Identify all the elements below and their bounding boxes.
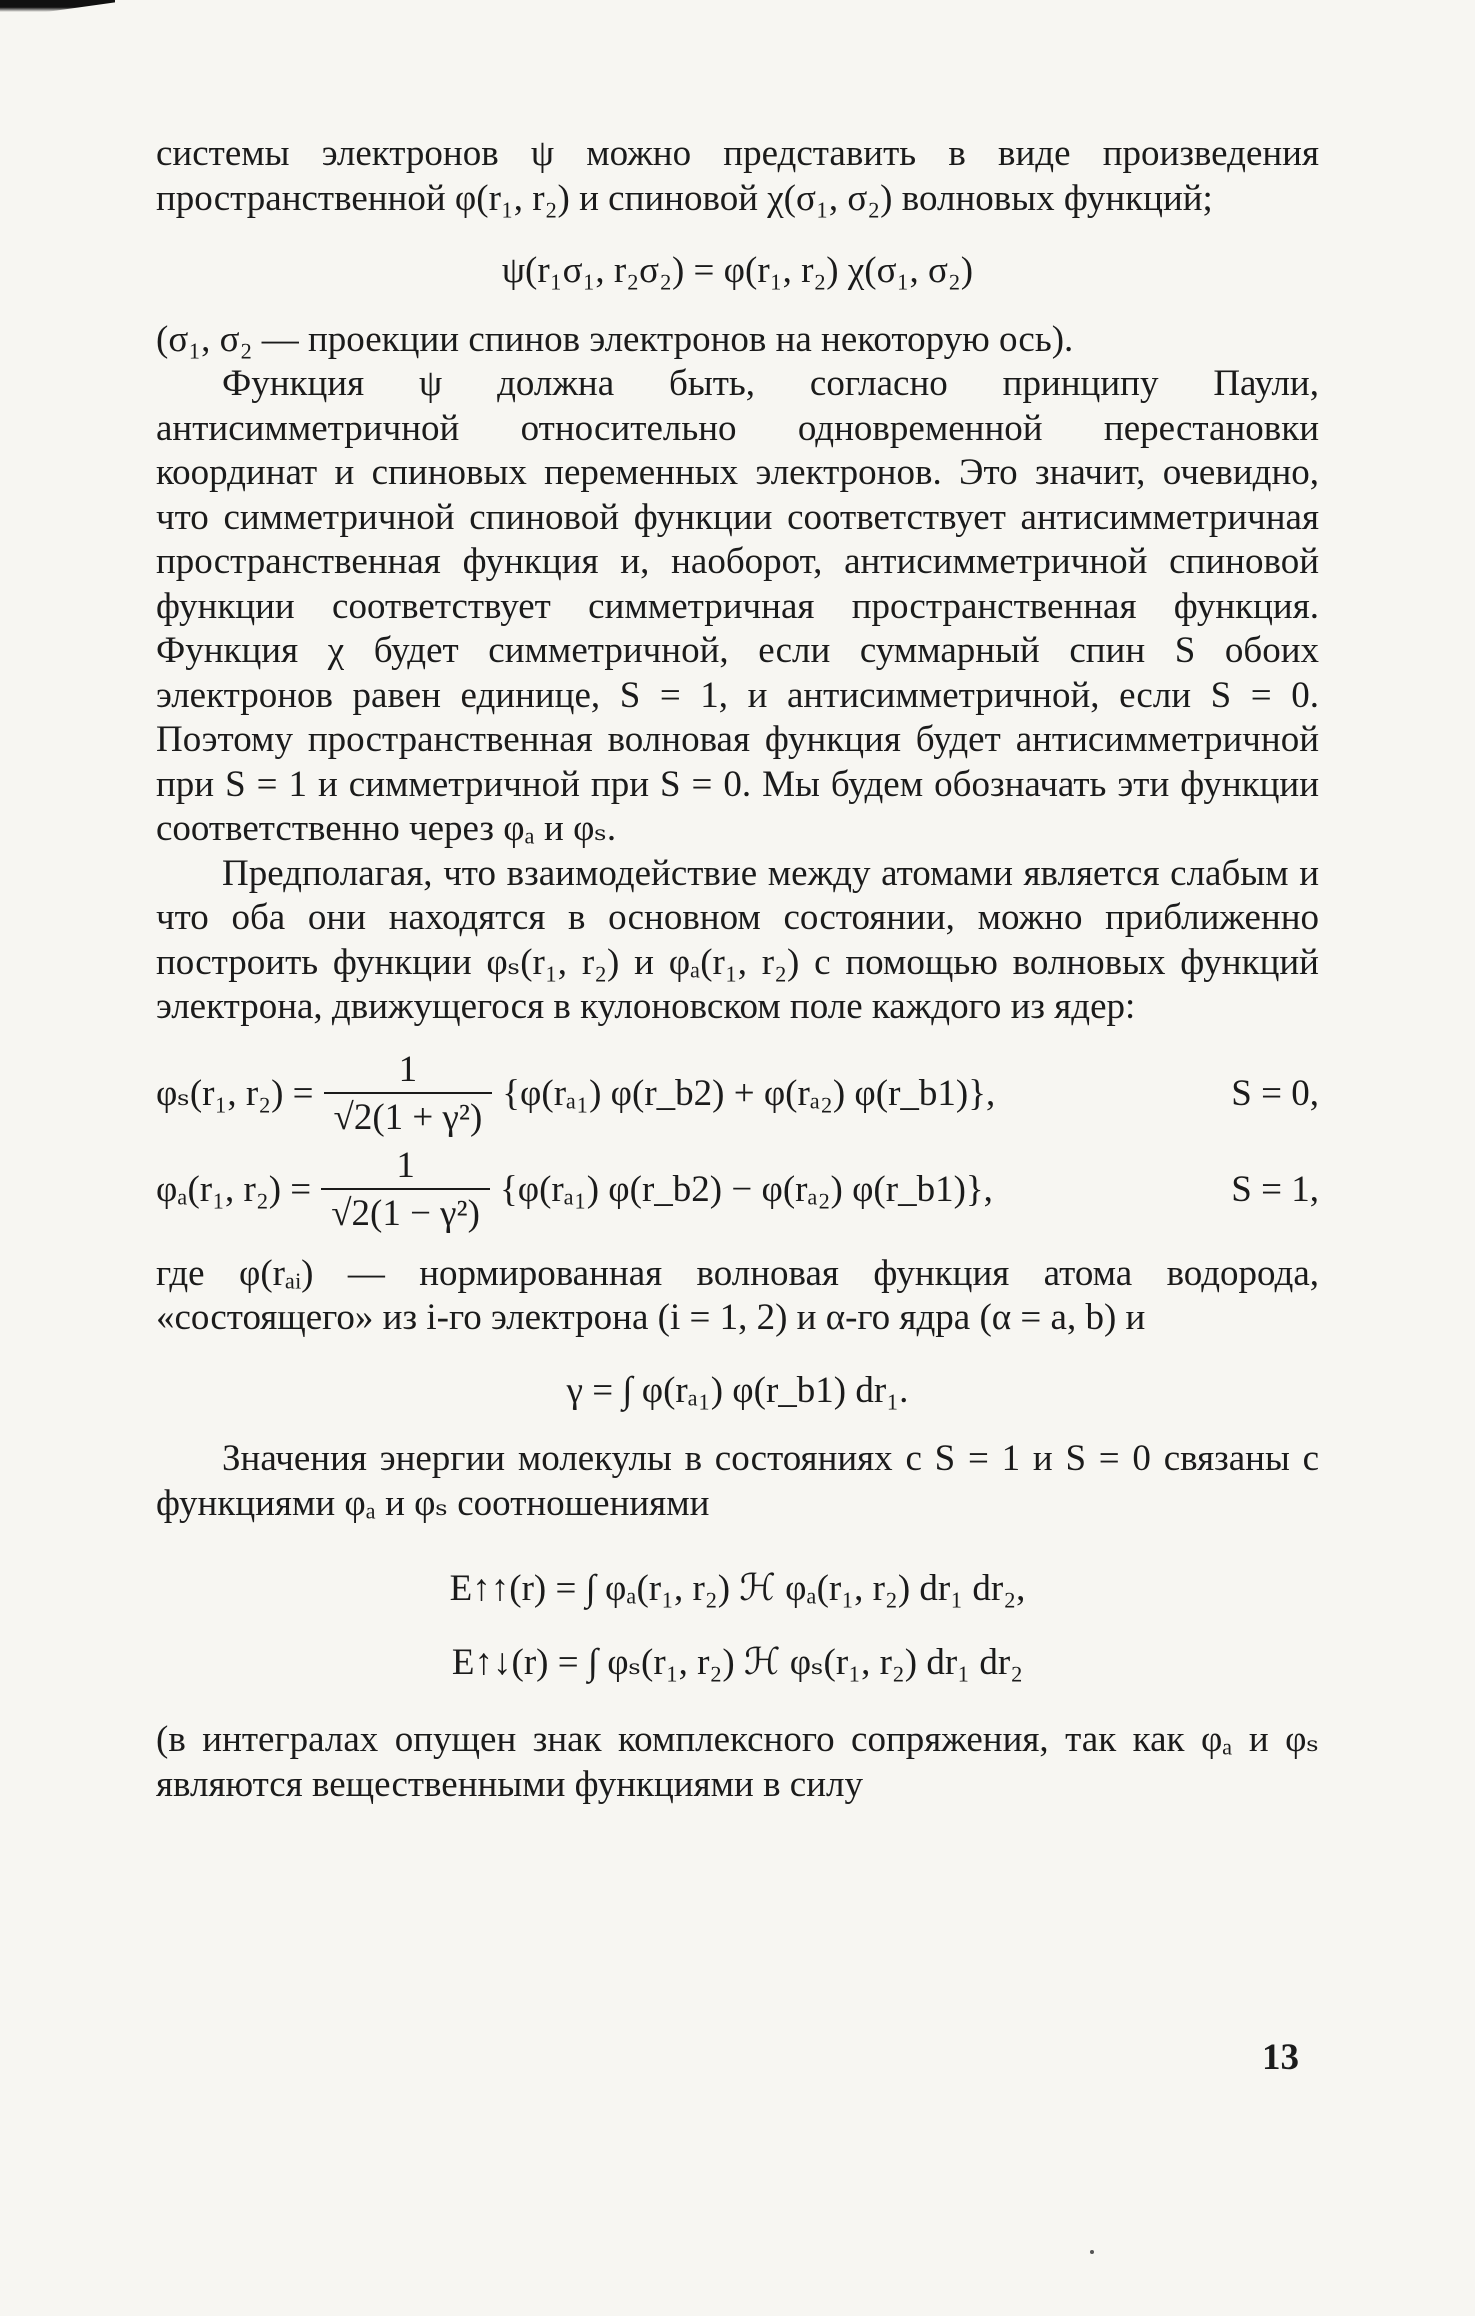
equation-phi-a-condition: S = 1, xyxy=(1231,1168,1319,1210)
equation-phi-s xyxy=(156,1048,1319,1140)
paragraph-7: (в интегралах опущен знак комплексного сопряжения, так как φₐ и φₛ являются вещественными функциями в силу xyxy=(156,1719,1319,1805)
page-number: 13 xyxy=(1262,2037,1299,2078)
equation-phi-a-numerator: 1 xyxy=(396,1144,415,1186)
equation-phi-s-lhs: φₛ(r₁, r₂) = xyxy=(156,1072,314,1114)
equation-phi-s-rhs: {φ(rₐ₁) φ(r_b2) + φ(rₐ₂) φ(r_b1)}, xyxy=(502,1072,996,1114)
scan-corner-mark xyxy=(0,0,115,12)
paragraph-1: системы электронов ψ можно представить в виде произведения пространственной φ(r₁, r₂) и спиновой χ(σ₁, σ₂) волновых функций; xyxy=(156,133,1319,219)
equation-phi-a-fraction xyxy=(321,1144,490,1236)
equation-phi-s-fraction xyxy=(324,1048,493,1140)
equation-phi-a-lhs: φₐ(r₁, r₂) = xyxy=(156,1168,312,1210)
equation-phi-s-denominator: √2(1 + γ²) xyxy=(324,1092,493,1140)
equation-phi-s-numerator: 1 xyxy=(398,1048,418,1090)
page-body xyxy=(156,132,1319,1807)
paragraph-4: Предполагая, что взаимодействие между атомами является слабым и что оба они находятся в основном состоянии, можно приближенно построить функции φₛ(r₁, r₂) и φₐ(r₁, r₂) с помощью волновых функций электрона, движущегося в кулоновском поле каждого из ядер: xyxy=(156,852,1319,1027)
equation-overlap-integral: γ = ∫ φ(rₐ₁) φ(r_b1) dr₁. xyxy=(566,1369,909,1411)
scan-speck xyxy=(1090,2250,1094,2254)
paragraph-3: Функция ψ должна быть, согласно принципу Паули, антисимметричной относительно одновременной перестановки координат и спиновых переменных электронов. Это значит, очевидно, что симметричной спиновой функции соответствует антисимметричная пространственная функция и, наоборот, антисимметричной спиновой функции соответствует симметричная пространственная функция. Функция χ будет симметричной, если суммарный спин S обоих электронов равен единице, S = 1, и антисимметричной, если S = 0. Поэтому пространственная волновая функция будет антисимметричной при S = 1 и симметричной при S = 0. Мы будем обозначать эти функции соответственно через φₐ и φₛ. xyxy=(156,363,1319,849)
equation-block-phi xyxy=(156,1048,1319,1236)
equation-phi-a-denominator: √2(1 − γ²) xyxy=(321,1188,490,1236)
equation-wavefunction-product: ψ(r₁σ₁, r₂σ₂) = φ(r₁, r₂) χ(σ₁, σ₂) xyxy=(501,250,974,291)
equation-phi-a-rhs: {φ(rₐ₁) φ(r_b2) − φ(rₐ₂) φ(r_b1)}, xyxy=(499,1168,993,1210)
equation-block-energy xyxy=(156,1552,1319,1700)
equation-phi-s-condition: S = 0, xyxy=(1231,1072,1319,1114)
paragraph-2: (σ₁, σ₂ — проекции спинов электронов на некоторую ось). xyxy=(156,318,1074,360)
paragraph-6: Значения энергии молекулы в состояниях с S = 1 и S = 0 связаны с функциями φₐ и φₛ соотношениями xyxy=(156,1438,1319,1524)
equation-energy-parallel: E↑↑(r) = ∫ φₐ(r₁, r₂) ℋ φₐ(r₁, r₂) dr₁ dr₂, xyxy=(449,1568,1026,1609)
equation-energy-antiparallel: E↑↓(r) = ∫ φₛ(r₁, r₂) ℋ φₛ(r₁, r₂) dr₁ dr₂ xyxy=(451,1642,1024,1683)
paragraph-5: где φ(rₐᵢ) — нормированная волновая функция атома водорода, «состоящего» из i-го электрона (i = 1, 2) и α-го ядра (α = a, b) и xyxy=(156,1252,1319,1338)
equation-phi-a xyxy=(156,1144,1319,1236)
